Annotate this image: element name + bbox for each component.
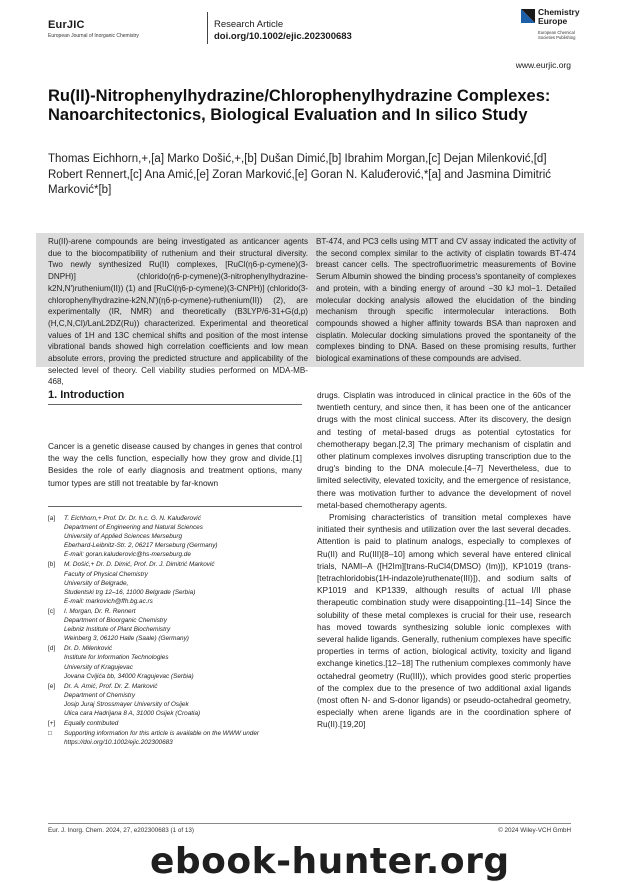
affiliation-tag: [a] <box>48 515 56 522</box>
affiliation-line: I. Morgan, Dr. R. Rennert <box>64 607 136 615</box>
affiliation-line: T. Eichhorn,+ Prof. Dr. Dr. h.c. G. N. Kaluđerović <box>64 515 201 522</box>
article-type: Research Article <box>214 19 284 30</box>
intro-right-column <box>317 389 571 731</box>
affiliation-line: University of Kragujevac <box>64 663 133 671</box>
affiliation-item <box>48 514 302 559</box>
section-divider <box>48 404 302 405</box>
journal-abbreviation: EurJIC <box>48 19 85 31</box>
watermark-text: ebook-hunter.org <box>150 841 510 882</box>
header-divider <box>207 12 208 44</box>
affiliation-line: M. Došić,+ Dr. D. Dimić, Prof. Dr. J. Dimitrić Marković <box>64 561 215 569</box>
affiliation-tag: □ <box>48 730 52 738</box>
affiliation-line: University of Belgrade, <box>64 579 129 587</box>
affiliation-tag: [d] <box>48 645 56 653</box>
intro-paragraph-1: Cancer is a genetic disease caused by changes in genes that control the way the cells function, especially how they grow and divide.[1] Besides the role of early diagnosis and treatment options, many tumor types are still not treatable by far-known <box>48 441 302 488</box>
affiliation-line: Faculty of Physical Chemistry <box>64 570 148 578</box>
affiliation-line: E-mail: markovich@ffh.bg.ac.rs <box>64 597 153 605</box>
affiliation-line: Department of Bioorganic Chemistry <box>64 617 168 625</box>
affiliation-item <box>48 607 302 643</box>
article-title: Ru(II)-Nitrophenylhydrazine/Chlorophenylhydrazine Complexes: Nanoarchitectonics, Biological Evaluation and In silico Study <box>48 87 551 124</box>
abstract-text-left: Ru(II)-arene compounds are being investigated as anticancer agents due to the biocompatibility of ruthenium and their structural diversity. Two newly synthesized Ru(II) complexes, [RuCl(η6-p-cymene)(3-DNPH)] (chlorido(η6-p-cymene)(3-nitrophenylhydrazine-k2N,N')ruthenium(II)) (1) and [RuCl(η6-p-cymene)(3-CNPH)] (chlorido(3-chlorophenylhydrazine-k2N,N')(η6-p-cymene)-ruthenium(II)) (2), are experimentally (IR, NMR) and theoretically (B3LYP/6-31+G(d,p)(H,C,N,Cl)/LanL2DZ(Ru)) characterized. Experimental and theoretical values of 1H and 13C chemical shifts and position of the most intense vibrational bands showed high correlation coefficients and low mean absolute errors, proving the predicted structure and applicability of the selected level of theory. Cell viability studies performed on MDA-MB-468, <box>48 237 308 387</box>
intro-paragraph-3: Promising characteristics of transition metal complexes have initiated their synthesis and utilization over the last several decades. Attention is paid to platinum analogs, especially to complexes of Ru(II) and Ru(III)[8–10] among which several have entered clinical trials, NAMI–A ([H2Im][trans-RuCl4(DMSO) (Im)]), KP1019 (trans-[tetrachloridobis(1H-indazole)ruthenate(III)]), and sodium salts of KP1019 and KP1339, although results of actual I/II phase therapeutic combination study were disappointing.[11–14] Since the solubility of these metal complexes is crucial for their use, research has moved towards synthesizing soluble ionic complexes with several halide ligands. Generally, ruthenium complexes have specific properties in terms of action, biological activity, toxicity and ligand exchange kinetics.[12–18] The ruthenium complexes commonly have octahedral geometry (Ru(III)), which provides good steric properties of the complex due to the presence of two additional axial ligands (most often N- and S-donor ligands) or pseudo-octahedral geometry, especially when arene ligands are in the coordination sphere of Ru(II).[19,20] <box>317 512 571 730</box>
affiliation-line: Supporting information for this article is available on the WWW under <box>64 730 260 738</box>
affiliation-item <box>48 719 302 728</box>
affiliation-item <box>48 682 302 718</box>
affiliation-line: Studentski trg 12–16, 11000 Belgrade (Serbia) <box>64 588 196 596</box>
affiliation-line: Josip Juraj Strossmayer University of Osijek <box>64 700 189 708</box>
affiliation-divider <box>48 506 302 507</box>
affiliation-tag: [b] <box>48 561 56 569</box>
section-heading-introduction: 1. Introduction <box>48 389 125 401</box>
intro-left-column <box>48 440 302 489</box>
journal-website-link[interactable]: www.eurjic.org <box>515 60 571 70</box>
affiliation-tag: [e] <box>48 682 56 690</box>
footer-citation: Eur. J. Inorg. Chem. 2024, 27, e202300683 (1 of 13) <box>48 827 194 834</box>
affiliation-line: Department of Engineering and Natural Sciences <box>64 524 203 532</box>
abstract-right-column <box>316 236 576 365</box>
affiliation-line: Dr. D. Milenković <box>64 645 113 653</box>
affiliation-line: Dr. A. Amić, Prof. Dr. Z. Marković <box>64 682 158 690</box>
footer-divider <box>48 823 571 824</box>
publisher-subtitle: European Chemical Societies Publishing <box>538 30 576 40</box>
abstract-left-column <box>48 236 308 388</box>
affiliation-line: Equally contributed <box>64 720 119 728</box>
affiliation-item <box>48 644 302 680</box>
abstract-text-right: BT-474, and PC3 cells using MTT and CV assay indicated the activity of the second complex similar to the activity of cisplatin towards BT-474 breast cancer cells. The spectrofluorimetric measurements of Bovine Serum Albumin showed the binding process's spontaneity of complexes and protein, with a binding energy of around −30 kJ mol−1. Detailed molecular docking analysis allowed the elucidation of the binding mechanism through specific intermolecular interactions. Both compounds showed a higher affinity towards BSA than naproxen and cisplatin. Molecular docking simulations proved the spontaneity of the complexes binding to DNA. Based on these promising results, further biological examinations of these compounds are advised. <box>316 237 576 364</box>
journal-full-name: European Journal of Inorganic Chemistry <box>48 33 139 39</box>
affiliation-tag: [c] <box>48 607 55 615</box>
affiliation-item <box>48 560 302 605</box>
affiliation-line: Leibniz Institute of Plant Biochemistry <box>64 626 171 634</box>
footer-copyright: © 2024 Wiley-VCH GmbH <box>498 827 571 834</box>
intro-paragraph-2: drugs. Cisplatin was introduced in clinical practice in the 60s of the twentieth century, and since then, it has been one of the anticancer drugs with the most clinical success. After its discovery, the design and testing of metal-based drugs as potential cytostatics for chemotherapy began.[2,3] The primary mechanism of cisplatin and other platinum complexes involves disrupting transcription due to the drug's binding to the DNA molecule.[4–7] Nevertheless, due to limited selectivity, elevated toxicity, and the emergence of resistance, there was motivation further to advance the development of novel metal-based chemotherapy agents. <box>317 390 571 510</box>
doi-link[interactable]: doi.org/10.1002/ejic.202300683 <box>214 31 352 42</box>
affiliation-line: Eberhard-Leibnitz-Str. 2, 06217 Merseburg (Germany) <box>64 542 218 550</box>
affiliation-line: Weinberg 3, 06120 Halle (Saale) (Germany) <box>64 635 189 643</box>
affiliation-line: Department of Chemistry <box>64 691 136 699</box>
affiliation-line: Ulica cara Hadrijana 8 A, 31000 Osijek (Croatia) <box>64 709 201 717</box>
publisher-logo[interactable] <box>521 8 581 48</box>
affiliation-item <box>48 729 302 747</box>
author-list: Thomas Eichhorn,+,[a] Marko Došić,+,[b] Dušan Dimić,[b] Ibrahim Morgan,[c] Dejan Milenković,[d] Robert Rennert,[c] Ana Amić,[e] Zoran Marković,[e] Goran N. Kaluđerović,*[a] and Jasmina Dimitrić Marković*[b] <box>48 153 552 196</box>
affiliation-line: E-mail: goran.kaluderovic@hs-merseburg.de <box>64 551 191 559</box>
publisher-name: Chemistry Europe <box>538 7 580 26</box>
affiliation-line: Jovana Cvijića bb, 34000 Kragujevac (Serbia) <box>64 672 194 680</box>
affiliation-tag: [+] <box>48 720 56 728</box>
affiliations-block <box>48 514 302 748</box>
chemistry-europe-logo-icon <box>521 9 535 23</box>
affiliation-line: Institute for Information Technologies <box>64 654 169 662</box>
affiliation-line: University of Applied Sciences Merseburg <box>64 533 183 541</box>
affiliation-line: https://doi.org/10.1002/ejic.202300683 <box>64 739 173 747</box>
